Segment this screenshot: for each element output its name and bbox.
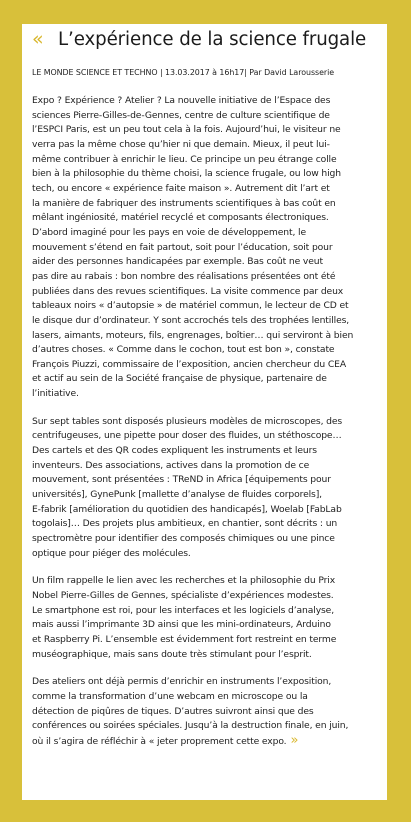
paragraph-line: mêlant ingéniosité, matériel recyclé et composants électroniques. xyxy=(32,212,329,224)
paragraph-line: Le smartphone est roi, pour les interfaces et les logiciels d’analyse, xyxy=(32,604,335,616)
paragraph-line: François Piuzzi, commissaire de l’exposition, ancien chercheur du CEA xyxy=(32,358,346,370)
paragraph-line: E-fabrik [amélioration du quotidien des handicapés], Woelab [FabLab xyxy=(32,503,342,515)
paragraph-line: et Raspberry Pi. L’ensemble est évidemment fort restreint en terme xyxy=(32,633,337,645)
paragraph-line: lasers, aimants, moteurs, fils, engrenages, boîtier… qui serviront à bien xyxy=(32,329,354,341)
paragraph-line: universités], GynePunk [mallette d’analyse de fluides corporels], xyxy=(32,489,322,501)
paragraph-line: Un film rappelle le lien avec les recherches et la philosophie du Prix xyxy=(32,575,336,587)
paragraph-line: centrifugeuses, une pipette pour doser des fluides, un stéthoscope… xyxy=(32,430,342,442)
paragraph-line: verra pas la même chose qu’hier ni que demain. Mieux, il peut lui- xyxy=(32,138,330,150)
paragraph-line: Sur sept tables sont disposés plusieurs modèles de microscopes, des xyxy=(32,415,343,427)
paragraph-line: spectromètre pour identifier des composés chimiques ou une pince xyxy=(32,533,335,545)
paragraph-line: tableaux noirs « d’autopsie » de matériel commun, le lecteur de CD et xyxy=(32,300,349,312)
article-body xyxy=(32,94,379,750)
open-quote-icon: « xyxy=(32,28,44,50)
paragraph-line: l’ESPCI Paris, est un peu tout cela à la fois. Aujourd’hui, le visiteur ne xyxy=(32,124,341,136)
close-quote-icon: » xyxy=(290,732,299,748)
article-header xyxy=(32,27,379,63)
paragraph-line: Des ateliers ont déjà permis d’enrichir en instruments l’exposition, xyxy=(32,676,332,688)
paragraph-line: Nobel Pierre-Gilles de Gennes, spécialiste d’expériences modestes. xyxy=(32,590,334,601)
article-paragraph xyxy=(32,94,379,402)
paragraph-line: même contribuer à enrichir le lieu. Ce principe un peu étrange colle xyxy=(32,153,337,165)
paragraph-line: le disque dur d’ordinateur. Y sont accrochés tels des trophées lentilles, xyxy=(32,314,350,326)
paragraph-line: comme la transformation d’une webcam en microscope ou la xyxy=(32,690,308,702)
paragraph-line: muséographique, mais sans doute très stimulant pour l’esprit. xyxy=(32,648,312,660)
paragraph-line: mouvement s’étend en fait partout, soit pour l’éducation, soit pour xyxy=(32,241,333,253)
paragraph-line: aider des personnes handicapées par exemple. Bas coût ne veut xyxy=(32,256,323,268)
paragraph-line: tech, ou encore « expérience faite maison ». Autrement dit l’art et xyxy=(32,182,330,194)
paragraph-line: pas dire au rabais : bon nombre des réalisations présentées ont été xyxy=(32,270,336,282)
paragraph-line: togolais]… Des projets plus ambitieux, en chantier, sont décrits : un xyxy=(32,518,338,530)
paragraph-line: la manière de fabriquer des instruments scientifiques à bas coût en xyxy=(32,197,336,209)
paragraph-line: d’autres choses. « Comme dans le cochon, tout est bon », constate xyxy=(32,344,335,356)
last-line-wrapper xyxy=(32,734,379,750)
article-card xyxy=(22,24,387,800)
article-paragraph xyxy=(32,675,379,749)
article-paragraph xyxy=(32,574,379,662)
paragraph-line: et actif au sein de la Société française de physique, partenaire de xyxy=(32,373,327,385)
paragraph-line: D’abord imaginé pour les pays en voie de développement, le xyxy=(32,226,307,238)
paragraph-line: mais aussi l’imprimante 3D ainsi que les mini-ordinateurs, Arduino xyxy=(32,619,331,631)
paragraph-line: publiées dans des revues scientifiques. La visite commence par deux xyxy=(32,285,344,297)
article-paragraph xyxy=(32,415,379,562)
article-title: L’expérience de la science frugale xyxy=(58,29,367,50)
paragraph-line: sciences Pierre-Gilles-de-Gennes, centre de culture scientifique de xyxy=(32,109,330,121)
paragraph-line: où il s’agira de réfléchir à « jeter proprement cette expo. xyxy=(32,735,287,747)
paragraph-line: Des cartels et des QR codes expliquent les instruments et leurs xyxy=(32,445,317,457)
paragraph-line: l’initiative. xyxy=(32,388,79,400)
article-byline: LE MONDE SCIENCE ET TECHNO | 13.03.2017 à 16h17| Par David Larousserie xyxy=(32,68,335,77)
paragraph-line: optique pour piéger des molécules. xyxy=(32,547,191,559)
paragraph-line: inventeurs. Des associations, actives dans la promotion de ce xyxy=(32,459,310,471)
paragraph-line: conférences ou soirées spéciales. Jusqu’à la destruction finale, en juin, xyxy=(32,720,349,732)
paragraph-line: détection de piqûres de tiques. D’autres suivront ainsi que des xyxy=(32,705,314,717)
paragraph-line: Expo ? Expérience ? Atelier ? La nouvelle initiative de l’Espace des xyxy=(32,95,331,106)
paragraph-line: mouvement, sont présentées : TReND in Africa [équipements pour xyxy=(32,474,331,486)
paragraph-line: bien à la philosophie du thème choisi, la science frugale, ou low high xyxy=(32,168,341,180)
